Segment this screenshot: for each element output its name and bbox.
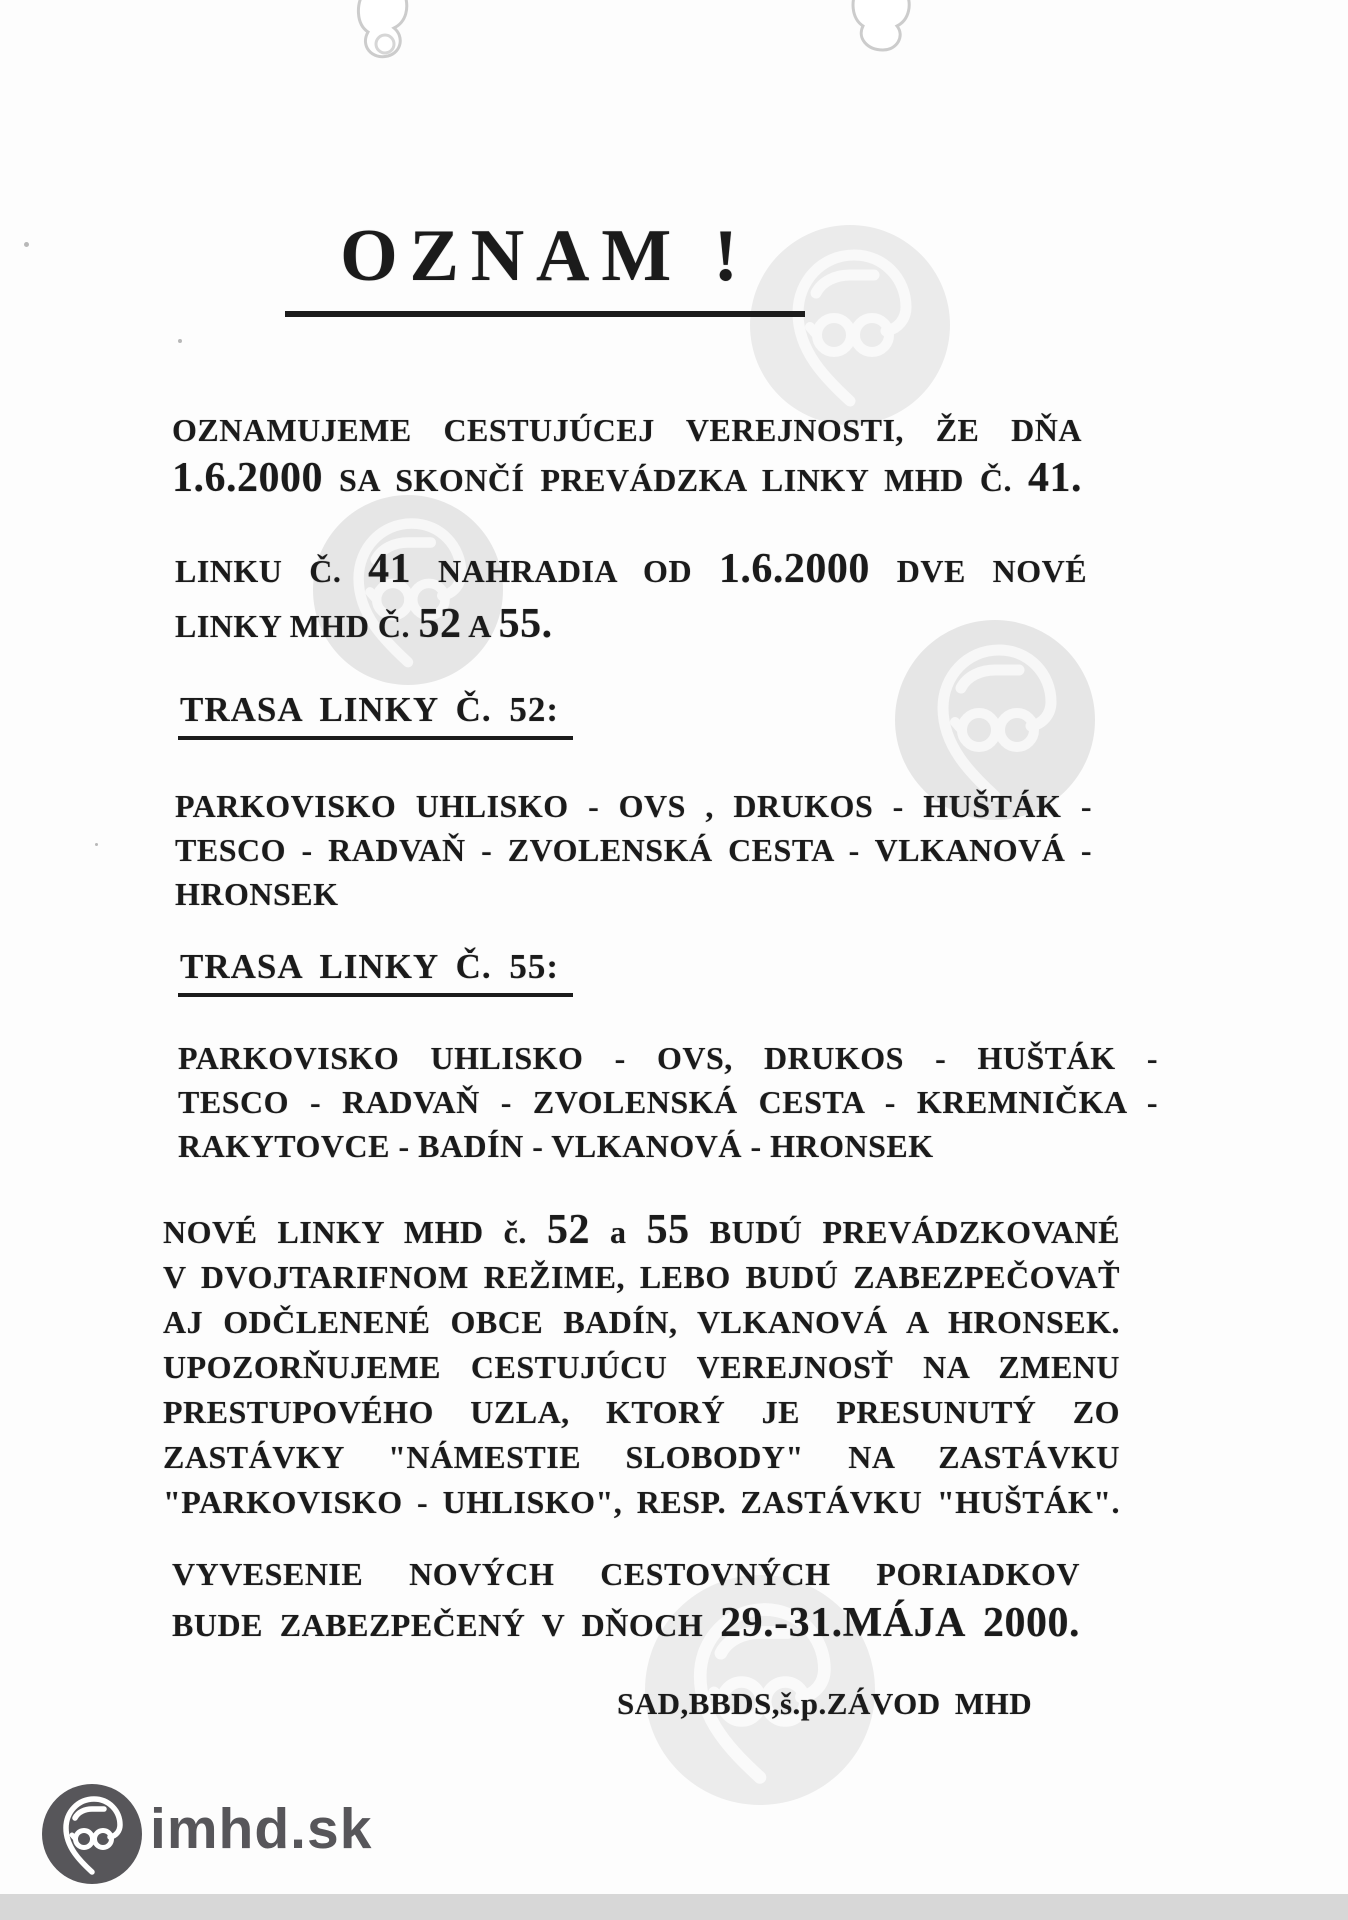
notice-line: AJ ODČLENENÉ OBCE BADÍN, VLKANOVÁ A HRONSEK.	[163, 1304, 1120, 1340]
tariff-notice-paragraph	[163, 1208, 1120, 1525]
route-52-heading: TRASA LINKY Č. 52:	[178, 690, 573, 740]
service-end-date: 1.6.2000	[172, 455, 323, 501]
posting-dates: 29.-31.MÁJA 2000.	[720, 1600, 1080, 1646]
route-55-line: TESCO - RADVAŇ - ZVOLENSKÁ CESTA - KREMNIČKA -	[178, 1084, 1158, 1120]
notice-line-1: NOVÉ LINKY MHD č. 52 a 55 BUDÚ PREVÁDZKOVANÉ	[163, 1207, 1120, 1253]
paper-tear-artifact	[843, 0, 919, 62]
route-52-section	[178, 690, 573, 740]
line-number-55: 55	[646, 1207, 690, 1253]
dust-speck	[24, 242, 29, 247]
start-date: 1.6.2000	[718, 546, 870, 592]
signature-line: SAD,BBDS,š.p.ZÁVOD MHD	[617, 1686, 1033, 1721]
dust-speck	[178, 339, 182, 343]
replacement-line-1: LINKU Č. 41 NAHRADIA OD 1.6.2000 DVE NOVÉ	[175, 546, 1088, 592]
notice-line: "PARKOVISKO - UHLISKO", RESP. ZASTÁVKU "HUŠTÁK".	[163, 1484, 1120, 1520]
replacement-paragraph	[175, 543, 1087, 653]
intro-line-1: OZNAMUJEME CESTUJÚCEJ VEREJNOSTI, ŽE DŇA	[172, 412, 1082, 448]
timetable-posting-paragraph	[172, 1550, 1080, 1650]
scan-bottom-edge	[0, 1894, 1348, 1920]
notice-line: PRESTUPOVÉHO UZLA, KTORÝ JE PRESUNUTÝ ZO	[163, 1394, 1120, 1430]
line-number-52: 52	[546, 1207, 590, 1253]
dust-speck	[95, 843, 98, 846]
imhd-logo-icon	[42, 1784, 142, 1884]
route-52-line: PARKOVISKO UHLISKO - OVS , DRUKOS - HUŠTÁK -	[175, 788, 1092, 824]
route-52-line: HRONSEK	[175, 876, 339, 912]
notice-line: ZASTÁVKY "NÁMESTIE SLOBODY" NA ZASTÁVKU	[163, 1439, 1120, 1475]
posting-line-2: BUDE ZABEZPEČENÝ V DŇOCH 29.-31.MÁJA 2000.	[172, 1600, 1080, 1646]
intro-line-2: 1.6.2000 SA SKONČÍ PREVÁDZKA LINKY MHD Č. 41.	[172, 455, 1083, 501]
route-55-stops	[178, 1036, 1158, 1168]
route-55-heading: TRASA LINKY Č. 55:	[178, 947, 573, 997]
intro-paragraph	[172, 406, 1082, 504]
replacement-line-2: LINKY MHD Č. 52 A 55.	[175, 601, 553, 647]
posting-line-1: VYVESENIE NOVÝCH CESTOVNÝCH PORIADKOV	[172, 1556, 1080, 1592]
route-52-line: TESCO - RADVAŇ - ZVOLENSKÁ CESTA - VLKANOVÁ -	[175, 832, 1092, 868]
old-line-number: 41.	[1028, 455, 1083, 501]
new-line-number-55: 55.	[498, 601, 553, 647]
route-55-line: RAKYTOVCE - BADÍN - VLKANOVÁ - HRONSEK	[178, 1128, 934, 1164]
route-52-stops	[175, 784, 1092, 916]
route-55-line: PARKOVISKO UHLISKO - OVS, DRUKOS - HUŠTÁK -	[178, 1040, 1158, 1076]
old-line-number: 41	[368, 546, 412, 592]
notice-line: V DVOJTARIFNOM REŽIME, LEBO BUDÚ ZABEZPEČOVAŤ	[163, 1259, 1120, 1295]
paper-tear-artifact	[352, 0, 418, 72]
brand-text: imhd.sk	[150, 1797, 373, 1861]
announcement-title: OZNAM !	[285, 214, 805, 317]
notice-line: UPOZORŇUJEME CESTUJÚCU VEREJNOSŤ NA ZMENU	[163, 1349, 1120, 1385]
new-line-number-52: 52	[418, 601, 462, 647]
route-55-section	[178, 947, 573, 997]
